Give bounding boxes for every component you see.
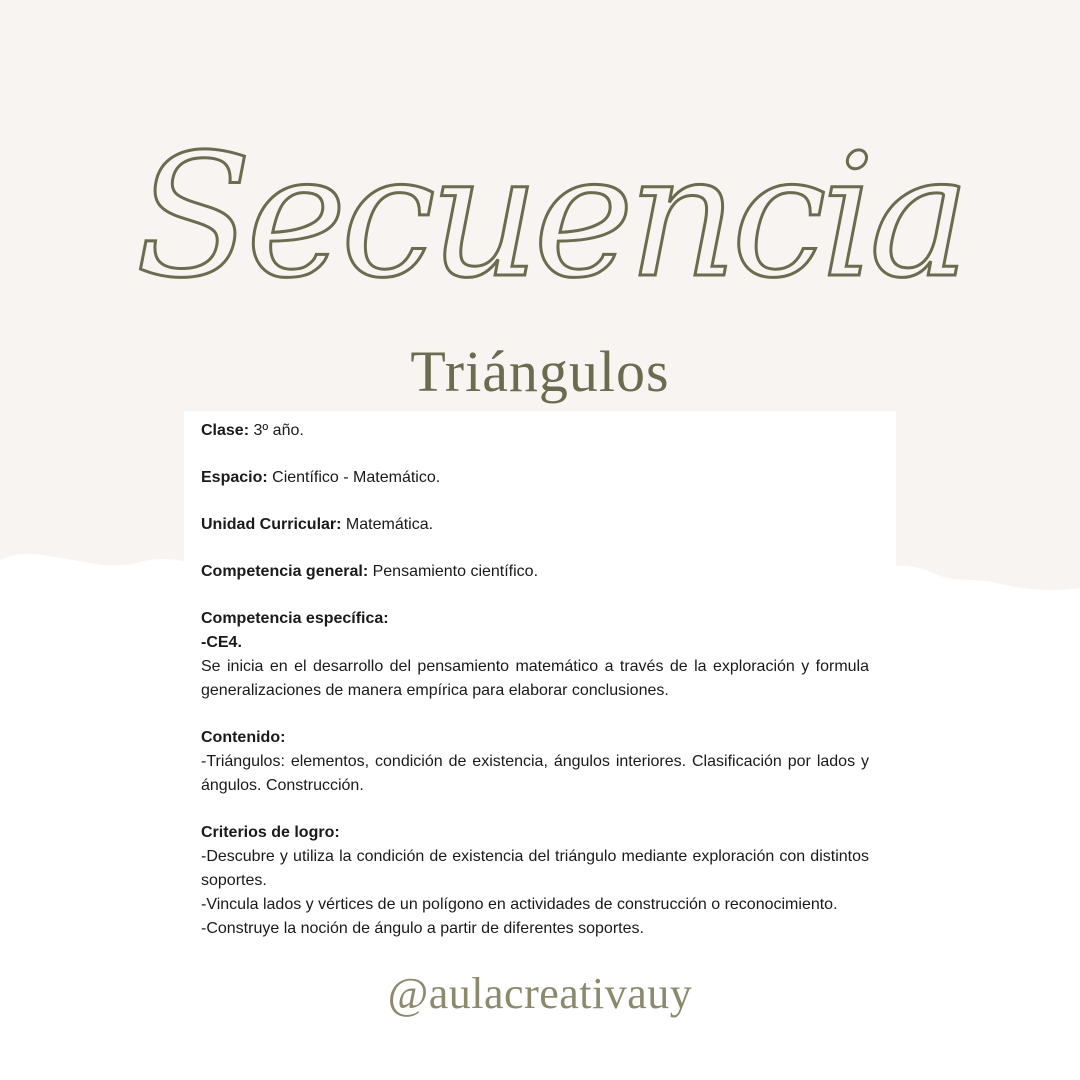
section-criterios-de-logro	[201, 821, 869, 941]
value-competencia-general: Pensamiento científico.	[368, 563, 539, 580]
document-card	[184, 411, 896, 971]
label-unidad-curricular: Unidad Curricular:	[201, 516, 342, 533]
social-handle: @aulacreativauy	[387, 969, 693, 1018]
document-content	[201, 419, 869, 964]
field-unidad-curricular	[201, 513, 869, 537]
text-contenido: -Triángulos: elementos, condición de existencia, ángulos interiores. Clasificación por lados y ángulos. Construcción.	[201, 753, 869, 794]
criterio-item: -Construye la noción de ángulo a partir de diferentes soportes.	[201, 920, 644, 937]
label-competencia-especifica: Competencia específica:	[201, 610, 389, 627]
criterio-item: -Descubre y utiliza la condición de existencia del triángulo mediante exploración con distintos soportes.	[201, 848, 869, 889]
text-competencia-especifica: Se inicia en el desarrollo del pensamiento matemático a través de la exploración y formula generalizaciones de manera empírica para elaborar conclusiones.	[201, 658, 869, 699]
subtitle: Triángulos	[410, 339, 670, 404]
label-competencia-general: Competencia general:	[201, 563, 369, 580]
section-contenido	[201, 726, 869, 798]
field-clase	[201, 419, 869, 443]
field-espacio	[201, 466, 869, 490]
value-clase: 3º año.	[249, 422, 304, 439]
script-title-text: Secuencia	[135, 118, 965, 316]
script-title-secuencia	[135, 60, 965, 360]
criterio-item: -Vincula lados y vértices de un polígono en actividades de construcción o reconocimiento.	[201, 896, 838, 913]
value-unidad-curricular: Matemática.	[341, 516, 434, 533]
code-ce4: -CE4.	[201, 634, 242, 651]
section-competencia-especifica	[201, 607, 869, 703]
label-contenido: Contenido:	[201, 729, 286, 746]
label-clase: Clase:	[201, 422, 250, 439]
field-competencia-general	[201, 560, 869, 584]
label-espacio: Espacio:	[201, 469, 268, 486]
value-espacio: Científico - Matemático.	[267, 469, 441, 486]
label-criterios-de-logro: Criterios de logro:	[201, 824, 340, 841]
